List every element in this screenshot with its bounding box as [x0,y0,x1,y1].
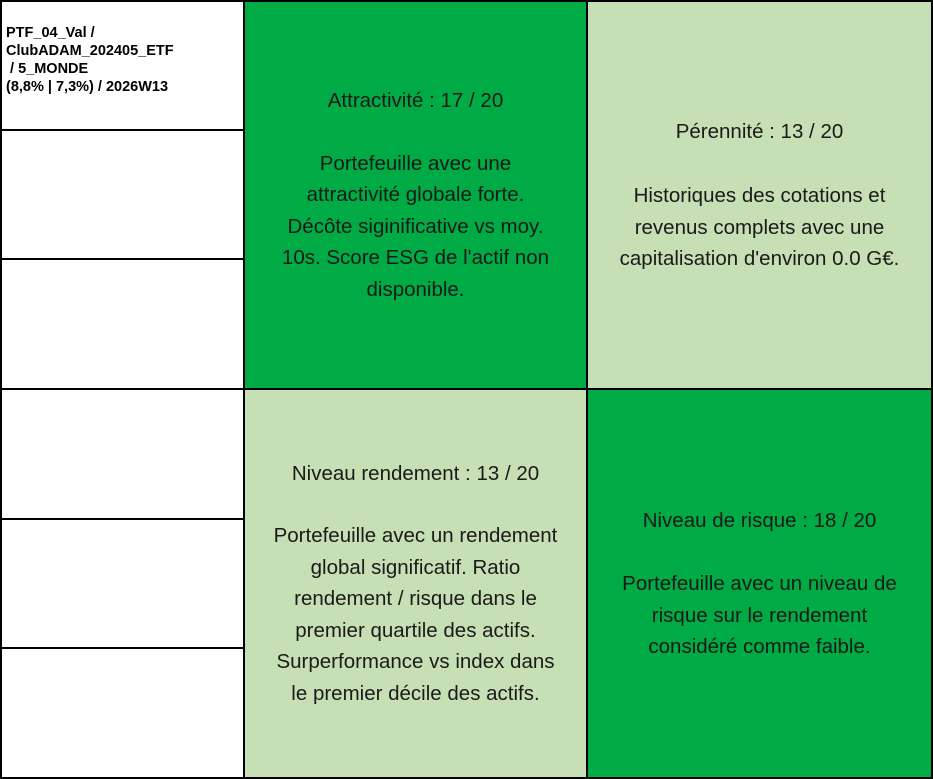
empty-cell-4 [0,518,245,649]
perennite-description: Historiques des cotations et revenus complets avec une capitalisation d'environ 0.0 G€. [619,184,900,270]
empty-cell-1 [0,129,245,260]
risque-heading: Niveau de risque : 18 / 20 [642,508,877,532]
perennite-cell [586,0,933,390]
attractivite-cell [243,0,588,390]
attractivite-description: Portefeuille avec une attractivité globale forte. Décôte siginificative vs moy. 10s. Score ESG de l'actif non disponible. [281,151,550,301]
rendement-heading: Niveau rendement : 13 / 20 [291,461,540,485]
portfolio-title-line-4: (8,8% | 7,3%) / 2026W13 [6,79,169,95]
empty-cell-2 [0,258,245,390]
portfolio-title-line-1: PTF_04_Val / [6,25,95,41]
rendement-cell [243,388,588,779]
empty-cell-5 [0,647,245,779]
perennite-heading: Pérennité : 13 / 20 [675,119,844,143]
risque-cell [586,388,933,779]
attractivite-heading: Attractivité : 17 / 20 [327,89,504,112]
portfolio-title-cell [0,0,245,131]
empty-cell-3 [0,388,245,520]
portfolio-title-line-3: / 5_MONDE [6,61,89,77]
risque-description: Portefeuille avec un niveau de risque sur le rendement considéré comme faible. [622,572,897,658]
portfolio-title-line-2: ClubADAM_202405_ETF [6,43,174,59]
rendement-description: Portefeuille avec un rendement global significatif. Ratio rendement / risque dans le premier quartile des actifs. Surperformance vs index dans le premier décile des actifs. [273,524,558,705]
